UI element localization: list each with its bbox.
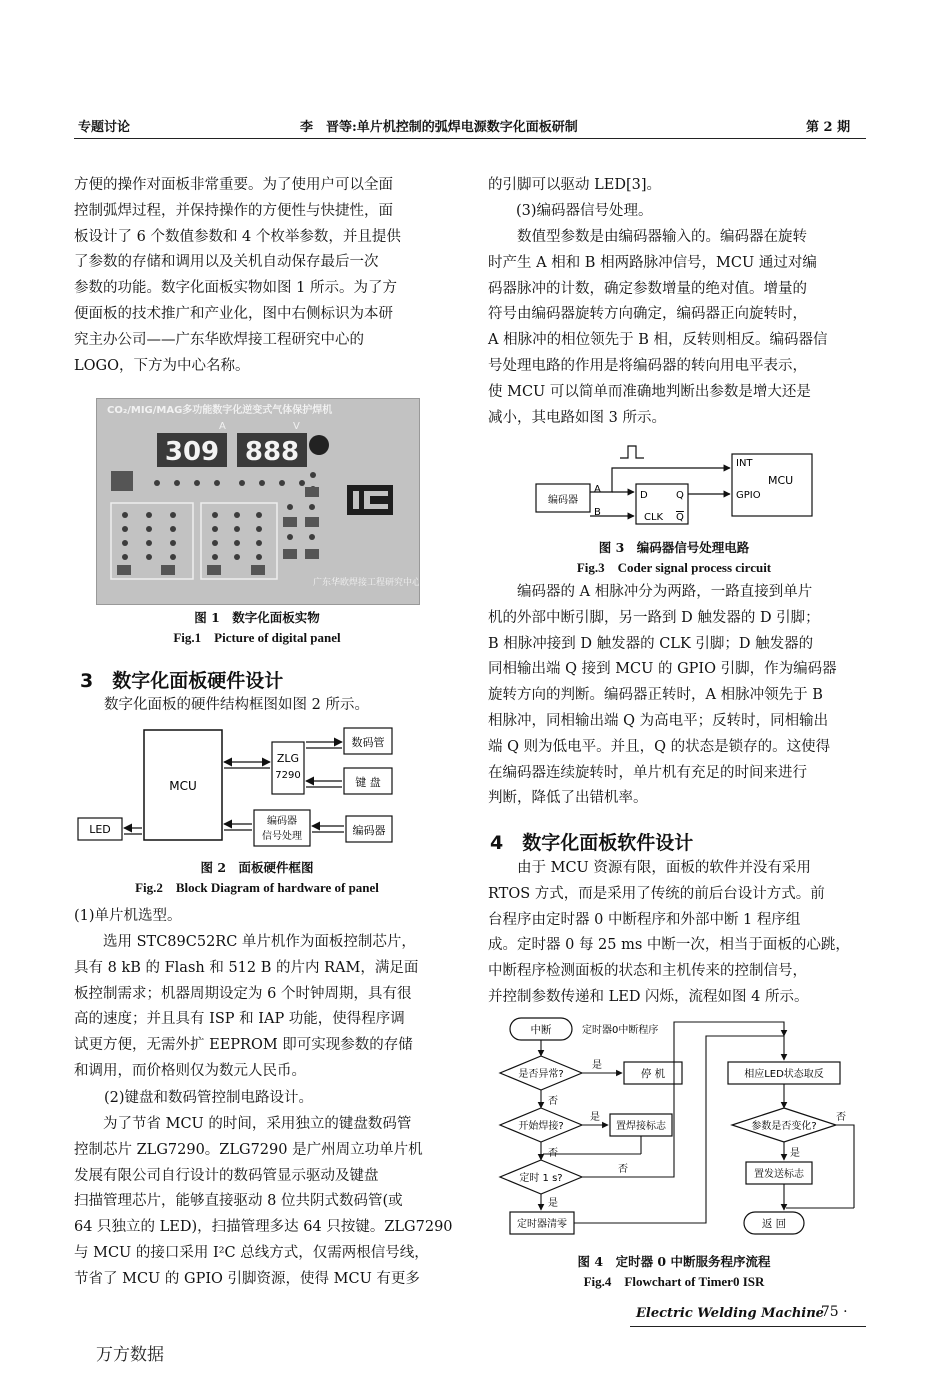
label-a: A [219, 421, 226, 432]
item-1-paragraph: 选用 STC89C52RC 单片机作为面板控制芯片， 具有 8 kB 的 Flash 和 512 B 的片内 RAM，满足面 板控制需求；机器周期设定为 6 个时钟周期，具有很 高的速度；并且具有 ISP 和 IAP 功能，使得程序调 试更方便，无需外扩 EEPROM 即可实现参数的存储 和调用，而价格则仅为数元人民币。 [74, 934, 419, 1079]
section-4-title: 4 数字化面板软件设计 [490, 832, 694, 854]
figure-2-caption-en: Fig.2 Block Diagram of hardware of panel [135, 880, 379, 895]
panel-title: CO₂/MIG/MAG多功能数字化逆变式气体保护焊机 [107, 405, 333, 416]
fc-param-changed: 参数是否变化? [751, 1121, 817, 1132]
figure-3-caption-en: Fig.3 Coder signal process circuit [576, 560, 772, 575]
section-3-intro: 数字化面板的硬件结构框图如图 2 所示。 [104, 697, 369, 713]
pulse-symbol [620, 446, 644, 458]
fig3-gpio: GPIO [736, 490, 761, 501]
fc-stop: 停 机 [640, 1068, 666, 1080]
figure-3-caption-cn: 图 3 编码器信号处理电路 [598, 540, 750, 555]
item-2-title: (2)键盘和数码管控制电路设计。 [104, 1090, 314, 1106]
figure-4-caption [488, 1252, 860, 1292]
fig2-zlg-2: 7290 [275, 770, 301, 781]
fc-yes-3: 是 [548, 1198, 558, 1209]
figure-3-explanation: 编码器的 A 相脉冲分为两路，一路直接到单片 机的外部中断引脚，另一路到 D 触发器的 D 引脚； B 相脉冲接到 D 触发器的 CLK 引脚；D 触发器的 同相输出端 Q 接到 MCU 的 GPIO 引脚，作为编码器 旋转方向的判断。编码器正转时，A 相脉冲领先于 B 相脉冲，同相输出端 Q 为高电平；反转时，同相输出 端 Q 则为低电平。并且，Q 的状态是锁存的。这使得 在编码器连续旋转时，单片机有充足的时间来进行 判断，降低了出错机率。 [488, 584, 837, 807]
company-logo [347, 485, 393, 515]
fc-no-1: 否 [548, 1096, 558, 1107]
fig2-encoder: 编码器 [352, 824, 386, 837]
fig3-q: Q [676, 490, 684, 501]
fc-yes-1: 是 [592, 1060, 602, 1071]
fc-clear-timer: 定时器清零 [517, 1219, 567, 1230]
fig2-mcu: MCU [169, 779, 197, 793]
fc-set-send-flag: 置发送标志 [754, 1169, 804, 1180]
figure-4-caption-en: Fig.4 Flowchart of Timer0 ISR [583, 1274, 765, 1289]
figure-2-block-diagram [74, 724, 404, 850]
fig3-mcu: MCU [768, 474, 794, 487]
fc-yes-4: 是 [790, 1148, 800, 1159]
header-issue: 第 2 期 [806, 120, 851, 135]
item-1-title: (1)单片机选型。 [74, 908, 182, 924]
fc-no-3: 否 [618, 1164, 628, 1175]
fc-interrupt: 中断 [530, 1024, 552, 1036]
fc-set-weld-flag: 置焊接标志 [616, 1121, 666, 1132]
label-v: V [293, 421, 300, 432]
fig3-b: B [594, 507, 601, 518]
encoder-knob [309, 435, 329, 455]
figure-3-caption [488, 538, 860, 578]
fig2-keyboard: 键 盘 [355, 776, 381, 789]
fig3-clk: CLK [644, 512, 664, 523]
fc-return: 返 回 [761, 1218, 787, 1230]
journal-name: Electric Welding Machine [636, 1306, 824, 1321]
fig3-a: A [594, 484, 601, 495]
figure-4-flowchart [496, 1014, 866, 1244]
watermark: 万方数据 [96, 1345, 164, 1365]
fig2-enc-proc-1: 编码器 [267, 816, 297, 827]
figure-2-caption-cn: 图 2 面板硬件框图 [200, 860, 314, 875]
section-3-title: 3 数字化面板硬件设计 [80, 670, 284, 692]
section-4-paragraph: 由于 MCU 资源有限，面板的软件并没有采用 RTOS 方式，而是采用了传统的前后台设计方式。前 台程序由定时器 0 中断程序和外部中断 1 程序组 成。定时器 0 每 25 ms 中断一次，相当于面板的心跳， 中断程序检测面板的状态和主机传来的控制信号， 并控制参数传递和 LED 闪烁，流程如图 4 所示。 [488, 860, 850, 1005]
figure-2-caption [74, 858, 440, 898]
fig3-qbar: Q [676, 512, 684, 523]
fig3-int: INT [736, 458, 753, 469]
fig2-digit-tube: 数码管 [351, 736, 385, 749]
fc-led-invert: 相应LED状态取反 [744, 1069, 824, 1080]
fig3-d: D [640, 490, 648, 501]
fc-yes-2: 是 [590, 1112, 600, 1123]
figure-3-circuit [532, 440, 822, 532]
figure-1-panel-photo [96, 398, 420, 605]
item-3-title: (3)编码器信号处理。 [516, 203, 653, 219]
figure-4-caption-cn: 图 4 定时器 0 中断服务程序流程 [577, 1254, 771, 1269]
footer-rule [630, 1326, 866, 1327]
figure-1-caption [96, 608, 418, 648]
header-running-title: 李 晋等:单片机控制的弧焊电源数字化面板研制 [300, 120, 578, 135]
fig2-led: LED [89, 823, 111, 836]
fig3-encoder: 编码器 [548, 495, 578, 506]
fc-start-weld: 开始焊接? [518, 1121, 564, 1132]
fc-isr-label: 定时器0中断程序 [582, 1025, 659, 1036]
display-current: 309 [164, 437, 220, 467]
figure-1-caption-cn: 图 1 数字化面板实物 [194, 610, 320, 625]
figure-1-caption-en: Fig.1 Picture of digital panel [173, 630, 341, 645]
fc-no-4: 否 [836, 1112, 846, 1123]
intro-paragraph: 方便的操作对面板非常重要。为了使用户可以全面 控制弧焊过程，并保持操作的方便性与快捷性，面 板设计了 6 个数值参数和 4 个枚举参数，并且提供 了参数的存储和调用以及关机自动保存最后一次 参数的功能。数字化面板实物如图 1 所示。为了方 便面板的技术推广和产业化，图中右侧标识为本研 究主办公司——广东华欧焊接工程研究中心的 LOGO，下方为中心名称。 [74, 177, 401, 374]
fig2-enc-proc-2: 信号处理 [262, 831, 302, 842]
header-rule [74, 138, 866, 139]
display-voltage: 888 [244, 437, 300, 467]
fc-no-2: 否 [548, 1148, 558, 1159]
center-name: 广东华欧焊接工程研究中心 [313, 578, 419, 588]
fc-timer-1s: 定时 1 s? [519, 1173, 563, 1184]
header-section-label: 专题讨论 [78, 120, 131, 135]
fc-is-abnormal: 是否异常? [518, 1069, 564, 1080]
page-number: · 75 · [812, 1304, 848, 1320]
fig2-zlg-1: ZLG [276, 752, 300, 765]
item-3-paragraph: 数值型参数是由编码器输入的。编码器在旋转 时产生 A 相和 B 相两路脉冲信号，MCU 通过对编 码器脉冲的计数，确定参数增量的绝对值。增量的 符号由编码器旋转方向确定，编码器正向旋转时， A 相脉冲的相位领先于 B 相，反转则相反。编码器信 号处理电路的作用是将编码器的转向用电平表示， 使 MCU 可以简单而准确地判断出参数是增大还是 减小，其电路如图 3 所示。 [488, 229, 828, 426]
continued-line: 的引脚可以驱动 LED[3]。 [488, 177, 661, 193]
item-2-paragraph: 为了节省 MCU 的时间，采用独立的键盘数码管 控制芯片 ZLG7290。ZLG7290 是广州周立功单片机 发展有限公司自行设计的数码管显示驱动及键盘 扫描管理芯片，能够直接驱动 8 位共阴式数码管(或 64 只独立的 LED)，扫描管理多达 64 只按键。ZLG7290 与 MCU 的接口采用 I²C 总线方式，仅需两根信号线， 节省了 MCU 的 GPIO 引脚资源，使得 MCU 有更多 [74, 1116, 453, 1287]
